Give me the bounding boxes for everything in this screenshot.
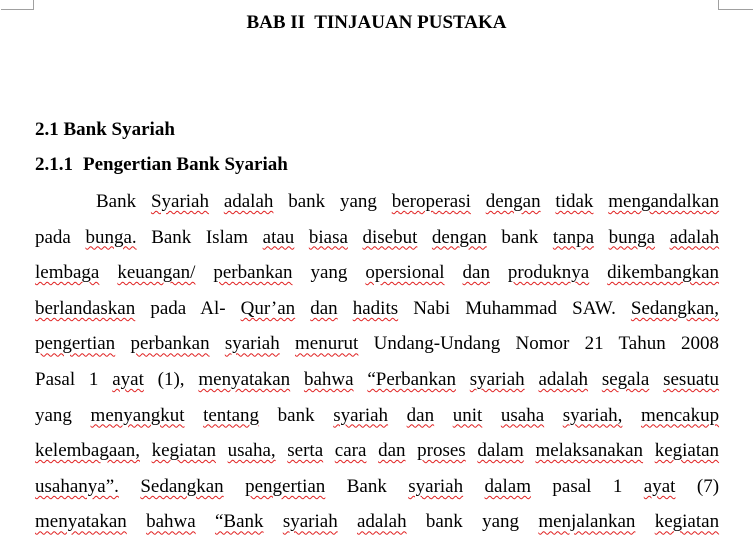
paragraph-line: menyatakan bahwa “Bank syariah adalah bank yang menjalankan kegiatan <box>35 511 720 533</box>
spellcheck-word: Sedangkan <box>140 475 224 497</box>
spellcheck-word: syariah, <box>562 404 623 426</box>
spellcheck-word: lembaga <box>35 262 100 284</box>
subsection-heading[interactable] <box>35 154 288 176</box>
subsection-number: 2.1.1 <box>35 154 73 175</box>
spellcheck-word: ayat <box>112 368 144 390</box>
paragraph-line: lembaga keuangan/ perbankan yang opersional dan produknya dikembangkan <box>35 262 720 284</box>
spellcheck-word: syariah <box>224 333 280 355</box>
spellcheck-word: pengertian <box>35 333 116 355</box>
spellcheck-word: melaksanakan <box>535 440 644 462</box>
spellcheck-word: serta <box>287 440 324 462</box>
spellcheck-word: usaha, <box>227 440 276 462</box>
spellcheck-word: segala <box>601 368 650 390</box>
spellcheck-word: adalah <box>223 191 274 212</box>
paragraph-line: pada bunga. Bank Islam atau biasa disebut dengan bank tanpa bunga adalah <box>35 226 720 248</box>
spellcheck-word: atau <box>262 226 295 248</box>
spellcheck-word: Qur’an <box>240 297 296 319</box>
spellcheck-word: dengan <box>485 191 541 212</box>
crop-mark-left <box>33 0 34 10</box>
spellcheck-word: bahwa <box>303 368 354 390</box>
spellcheck-word: pengertian <box>245 475 326 497</box>
spellcheck-word: menyatakan <box>35 511 127 533</box>
paragraph-line: yang menyangkut tentang bank syariah dan unit usaha syariah, mencakup <box>35 404 720 426</box>
spellcheck-word: perbankan <box>213 262 293 284</box>
spellcheck-word: “Bank <box>214 511 264 533</box>
spellcheck-word: kegiatan <box>151 440 216 462</box>
spellcheck-word: cara <box>334 440 367 462</box>
spellcheck-word: mengandalkan <box>608 191 720 212</box>
paragraph-line <box>35 435 719 471</box>
spellcheck-word: dengan <box>431 226 487 248</box>
spellcheck-word: ayat <box>643 475 676 497</box>
spellcheck-word: syariah <box>333 404 389 426</box>
spellcheck-word: dan <box>310 297 338 319</box>
spellcheck-word: mencakup <box>641 404 720 426</box>
spellcheck-word: menyangkut <box>90 404 185 426</box>
spellcheck-word: dan <box>378 440 406 462</box>
spellcheck-word: perbankan <box>130 333 210 355</box>
spellcheck-word: berlandaskan <box>35 297 136 319</box>
paragraph-line: usahanya”. Sedangkan pengertian Bank syariah dalam pasal 1 ayat (7) <box>35 475 720 497</box>
crop-mark-right <box>718 0 719 10</box>
spellcheck-word: hadits <box>352 297 399 319</box>
spellcheck-word: keuangan/ <box>117 262 196 284</box>
spellcheck-word: menjalankan <box>538 511 636 533</box>
spellcheck-word: beroperasi <box>391 191 471 212</box>
spellcheck-word: biasa <box>308 226 348 248</box>
spellcheck-word: kegiatan <box>654 440 720 462</box>
spellcheck-word: produknya <box>507 262 590 284</box>
spellcheck-word: usaha <box>500 404 545 426</box>
spellcheck-word: bunga. <box>85 226 137 248</box>
spellcheck-word: syariah <box>282 511 338 533</box>
spellcheck-word: adalah <box>669 226 720 248</box>
spellcheck-word: “Perbankan <box>367 368 456 390</box>
spellcheck-word: unit <box>452 404 483 426</box>
body-paragraph[interactable] <box>35 186 719 542</box>
spellcheck-word: tidak <box>555 191 594 212</box>
spellcheck-word: adalah <box>357 511 407 533</box>
spellcheck-word: dalam <box>484 475 531 497</box>
spellcheck-word: Sedangkan, <box>630 297 720 319</box>
spellcheck-word: tanpa <box>552 226 595 248</box>
spellcheck-word: kegiatan <box>654 511 720 533</box>
spellcheck-word: dalam <box>477 440 524 462</box>
spellcheck-word: kelembagaan, <box>35 440 140 462</box>
spellcheck-word: dikembangkan <box>607 262 720 284</box>
spellcheck-word: bunga <box>608 226 656 248</box>
spellcheck-word: proses <box>417 440 466 462</box>
paragraph-line: pengertian perbankan syariah menurut Undang-Undang Nomor 21 Tahun 2008 <box>35 333 719 355</box>
spellcheck-word: sesuatu <box>663 368 720 390</box>
spellcheck-word: Syariah <box>150 191 209 212</box>
spellcheck-word: opersional <box>365 262 445 284</box>
spellcheck-word: adalah <box>538 368 589 390</box>
spellcheck-word: menyatakan <box>198 368 291 390</box>
spellcheck-word: syariah <box>469 368 525 390</box>
section-heading[interactable]: 2.1 Bank Syariah <box>35 119 175 140</box>
paragraph-line: Pasal 1 ayat (1), menyatakan bahwa “Perbankan syariah adalah segala sesuatu <box>35 368 720 390</box>
spellcheck-word: disebut <box>362 226 418 248</box>
paragraph-line: Bank Syariah adalah bank yang beroperasi dengan tidak mengandalkan <box>96 191 720 212</box>
spellcheck-word: bahwa <box>146 511 196 533</box>
chapter-title[interactable]: BAB II TINJAUAN PUSTAKA <box>246 12 507 33</box>
spellcheck-word: tentang <box>203 404 260 426</box>
spellcheck-word: syariah <box>408 475 464 497</box>
subsection-title: Pengertian Bank Syariah <box>83 154 288 175</box>
spellcheck-word: usahanya”. <box>35 475 119 497</box>
spellcheck-word: dan <box>462 262 490 284</box>
spellcheck-word: menurut <box>295 333 359 355</box>
spellcheck-word: dan <box>406 404 435 426</box>
paragraph-line: berlandaskan pada Al- Qur’an dan hadits Nabi Muhammad SAW. Sedangkan, <box>35 297 720 319</box>
